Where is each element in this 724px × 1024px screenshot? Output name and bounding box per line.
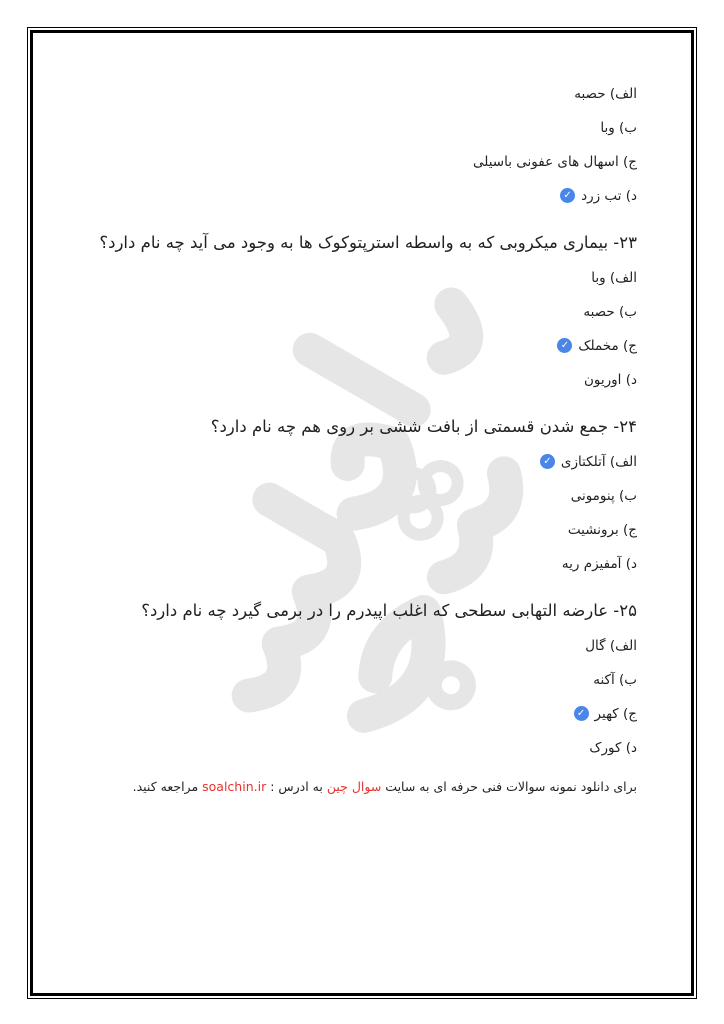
footer-note: برای دانلود نمونه سوالات فنی حرفه ای به سایت سوال چین به ادرس : soalchin.ir مراجعه کنید.	[132, 779, 637, 794]
document-body	[70, 84, 637, 796]
q23-option-a: الف) وبا	[591, 270, 637, 286]
q25-option-d: د) کورک	[589, 740, 637, 756]
q24-option-c: ج) برونشیت	[567, 522, 637, 538]
q22-option-d: د) تب زرد✓	[70, 186, 637, 206]
site-name-link[interactable]: سوال چین	[326, 779, 382, 794]
check-icon: ✓	[557, 338, 572, 353]
q24-question: ۲۴- جمع شدن قسمتی از بافت ششی بر روی هم چه نام دارد؟	[210, 417, 637, 436]
q23-option-b: ب) حصبه	[583, 304, 637, 320]
check-icon: ✓	[574, 706, 589, 721]
q25-option-b: ب) آکنه	[593, 672, 637, 688]
q25-question: ۲۵- عارضه التهابی سطحی که اغلب اپیدرم را در برمی گیرد چه نام دارد؟	[141, 601, 637, 620]
q24-option-d: د) آمفیزم ریه	[561, 556, 637, 572]
q23-option-c: ج) مخملک✓	[70, 336, 637, 356]
q23-question: ۲۳- بیماری میکروبی که به واسطه استرپتوکوک ها به وجود می آید چه نام دارد؟	[99, 233, 637, 252]
q22-option-a: الف) حصبه	[574, 86, 637, 102]
q22-option-c: ج) اسهال های عفونی باسیلی	[473, 154, 637, 170]
q24-option-a: الف) آتلکتازی✓	[70, 452, 637, 472]
check-icon: ✓	[540, 454, 555, 469]
q22-option-b: ب) وبا	[600, 120, 637, 136]
site-url-link[interactable]: soalchin.ir	[202, 779, 267, 794]
q25-option-c: ج) کهیر✓	[70, 704, 637, 724]
q25-option-a: الف) گال	[585, 638, 637, 654]
check-icon: ✓	[560, 188, 575, 203]
q23-option-d: د) اوریون	[583, 372, 637, 388]
q24-option-b: ب) پنومونی	[570, 488, 637, 504]
